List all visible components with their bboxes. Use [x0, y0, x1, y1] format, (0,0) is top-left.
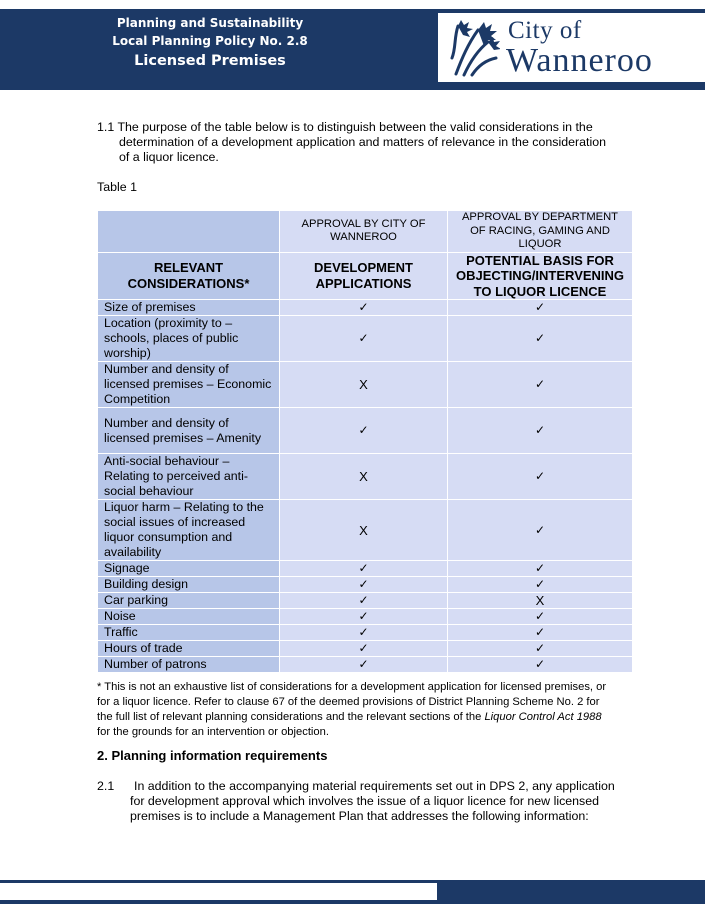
footer-white-strip — [0, 883, 437, 900]
development-application-mark: X — [280, 362, 448, 408]
table-row — [98, 500, 633, 561]
consideration-label: Noise — [98, 609, 280, 625]
liquor-licence-mark: ✓ — [448, 577, 633, 593]
logo-wanneroo-text: Wanneroo — [506, 42, 653, 79]
header-approval-department: APPROVAL BY DEPARTMENT OF RACING, GAMING AND LIQUOR — [448, 211, 633, 253]
footnote-act-name: Liquor Control Act 1988 — [484, 711, 602, 723]
table-row — [98, 577, 633, 593]
table-row — [98, 657, 633, 673]
development-application-mark: ✓ — [280, 625, 448, 641]
header-line-3: Licensed Premises — [134, 53, 286, 69]
table-row — [98, 454, 633, 500]
consideration-label: Location (proximity to – schools, places of public worship) — [98, 316, 280, 362]
section-2-heading: 2. Planning information requirements — [97, 748, 328, 763]
considerations-table — [97, 210, 633, 673]
consideration-label: Number and density of licensed premises – Economic Competition — [98, 362, 280, 408]
liquor-licence-mark: ✓ — [448, 609, 633, 625]
consideration-label: Size of premises — [98, 300, 280, 316]
header-line-1: Planning and Sustainability — [116, 16, 304, 30]
table-caption: Table 1 — [97, 180, 137, 194]
table-row — [98, 625, 633, 641]
liquor-licence-mark: ✓ — [448, 657, 633, 673]
liquor-licence-mark: ✓ — [448, 362, 633, 408]
consideration-label: Signage — [98, 561, 280, 577]
liquor-licence-mark: ✓ — [448, 500, 633, 561]
paragraph-2-1-text: In addition to the accompanying material requirements set out in DPS 2, any application for development approval which involves the issue of a liquor licence for new licensed premises is to include a Management Plan that addresses the following information: — [130, 779, 615, 823]
development-application-mark: ✓ — [280, 577, 448, 593]
consideration-label: Traffic — [98, 625, 280, 641]
table-row — [98, 362, 633, 408]
header-line-2: Local Planning Policy No. 2.8 — [112, 34, 308, 48]
liquor-licence-mark: ✓ — [448, 316, 633, 362]
consideration-label: Number and density of licensed premises – Amenity — [98, 408, 280, 454]
header-approval-city: APPROVAL BY CITY OF WANNEROO — [280, 211, 448, 253]
header-relevant-considerations: RELEVANT CONSIDERATIONS* — [98, 252, 280, 300]
consideration-label: Building design — [98, 577, 280, 593]
liquor-licence-mark: ✓ — [448, 561, 633, 577]
liquor-licence-mark: ✓ — [448, 454, 633, 500]
liquor-licence-mark: ✓ — [448, 641, 633, 657]
development-application-mark: X — [280, 500, 448, 561]
development-application-mark: X — [280, 454, 448, 500]
development-application-mark: ✓ — [280, 609, 448, 625]
consideration-label: Car parking — [98, 593, 280, 609]
table-row — [98, 593, 633, 609]
intro-text: 1.1 The purpose of the table below is to distinguish between the valid considerations in the determination of a development application and matters of relevance in the consideration of a liquor licence. — [97, 120, 606, 164]
liquor-licence-mark: ✓ — [448, 625, 633, 641]
paragraph-2-1 — [97, 779, 627, 824]
intro-paragraph — [97, 120, 617, 165]
paragraph-number: 2.1 — [97, 779, 115, 793]
liquor-licence-mark: ✓ — [448, 300, 633, 316]
table-row — [98, 641, 633, 657]
development-application-mark: ✓ — [280, 408, 448, 454]
development-application-mark: ✓ — [280, 641, 448, 657]
table-row — [98, 300, 633, 316]
consideration-label: Anti-social behaviour – Relating to perceived anti-social behaviour — [98, 454, 280, 500]
table-header-approval-row — [98, 211, 633, 253]
consideration-label: Number of patrons — [98, 657, 280, 673]
development-application-mark: ✓ — [280, 316, 448, 362]
development-application-mark: ✓ — [280, 657, 448, 673]
liquor-licence-mark: X — [448, 593, 633, 609]
consideration-label: Liquor harm – Relating to the social issues of increased liquor consumption and availability — [98, 500, 280, 561]
table-row — [98, 316, 633, 362]
liquor-licence-mark: ✓ — [448, 408, 633, 454]
header-title — [90, 14, 330, 72]
development-application-mark: ✓ — [280, 593, 448, 609]
development-application-mark: ✓ — [280, 300, 448, 316]
header-empty-cell — [98, 211, 280, 253]
table-row — [98, 561, 633, 577]
header-liquor-licence-basis: POTENTIAL BASIS FOR OBJECTING/INTERVENING TO LIQUOR LICENCE — [448, 252, 633, 300]
footnote-text-end: for the grounds for an intervention or objection. — [97, 726, 329, 738]
header-development-applications: DEVELOPMENT APPLICATIONS — [280, 252, 448, 300]
table-row — [98, 408, 633, 454]
city-logo — [438, 13, 705, 82]
footnote-text: * This is not an exhaustive list of considerations for a development application for licensed premises, or for a liquor licence. Refer to clause 67 of the deemed provisions of District Planning Scheme No. 2 for the full list of relevant planning considerations and the relevant sections of the — [97, 681, 607, 723]
kangaroo-paw-icon — [448, 18, 500, 78]
logo-city-of-text: City of — [508, 17, 582, 44]
table-footnote — [97, 680, 617, 740]
consideration-label: Hours of trade — [98, 641, 280, 657]
development-application-mark: ✓ — [280, 561, 448, 577]
table-row — [98, 609, 633, 625]
table-header-row — [98, 252, 633, 300]
